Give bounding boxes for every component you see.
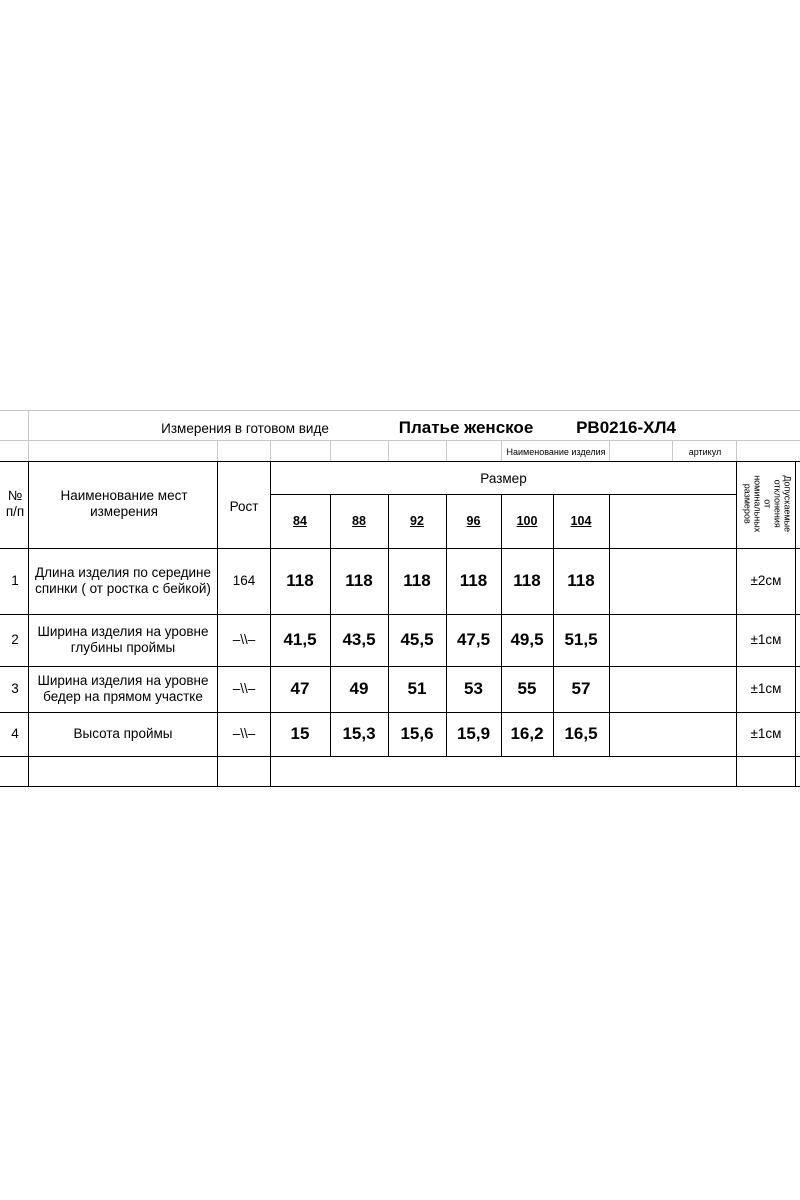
size-header: 96 (466, 513, 481, 528)
row-value: 16,2 (510, 723, 544, 743)
num-header: № п/п (5, 487, 25, 519)
tolerance-header-text: Допускаемые отклонения от номинальных размеров (743, 475, 793, 533)
row-value: 15,6 (400, 723, 434, 743)
row-value: 45,5 (400, 629, 434, 649)
row-value: 49,5 (510, 629, 544, 649)
place-header: Наименование мест измерения (60, 487, 188, 519)
size-header: 84 (293, 513, 307, 528)
product-name-caption: Наименование изделия (506, 446, 606, 457)
size-header: 88 (352, 513, 366, 528)
row-height: –\\– (232, 631, 256, 647)
row-value: 118 (286, 570, 314, 590)
row-num: 3 (11, 680, 19, 696)
row-name: Ширина изделия на уровне глубины проймы (37, 623, 209, 655)
row-name: Высота проймы (73, 725, 173, 741)
measure-label: Измерения в готовом виде (161, 420, 329, 436)
tolerance-header (740, 462, 794, 546)
row-value: 41,5 (283, 629, 317, 649)
row-value: 118 (459, 570, 488, 590)
article-code: РВ0216-ХЛ4 (576, 417, 676, 437)
row-tolerance: ±1см (750, 725, 782, 741)
row-height: –\\– (232, 725, 256, 741)
row-value: 118 (567, 570, 595, 590)
row-value: 51,5 (564, 629, 598, 649)
row-value: 47 (290, 678, 310, 698)
row-value: 15,3 (342, 723, 376, 743)
article-caption: артикул (688, 446, 722, 457)
row-value: 47,5 (456, 629, 491, 649)
row-height: –\\– (232, 680, 256, 696)
row-value: 43,5 (342, 629, 376, 649)
row-value: 15,9 (456, 723, 491, 743)
row-tolerance: ±2см (750, 572, 782, 588)
row-value: 55 (517, 678, 537, 698)
row-num: 4 (11, 725, 19, 741)
row-tolerance: ±1см (750, 631, 782, 647)
size-group-header: Размер (480, 470, 527, 486)
row-value: 15 (290, 723, 310, 743)
row-tolerance: ±1см (750, 680, 782, 696)
size-header: 104 (570, 513, 592, 528)
size-header: 92 (410, 513, 424, 528)
size-header: 100 (516, 513, 538, 528)
row-value: 118 (513, 570, 541, 590)
row-num: 2 (11, 631, 19, 647)
row-value: 118 (403, 570, 431, 590)
height-header: Рост (229, 498, 259, 514)
row-value: 16,5 (564, 723, 598, 743)
row-value: 49 (349, 678, 369, 698)
row-name: Длина изделия по середине спинки ( от ростка с бейкой) (34, 564, 212, 596)
row-height: 164 (232, 572, 256, 588)
row-value: 51 (407, 678, 427, 698)
row-value: 57 (571, 678, 591, 698)
row-name: Ширина изделия на уровне бедер на прямом участке (37, 672, 209, 704)
row-value: 53 (464, 678, 483, 698)
product-title: Платье женское (398, 417, 534, 437)
row-num: 1 (11, 572, 19, 588)
row-value: 118 (345, 570, 373, 590)
